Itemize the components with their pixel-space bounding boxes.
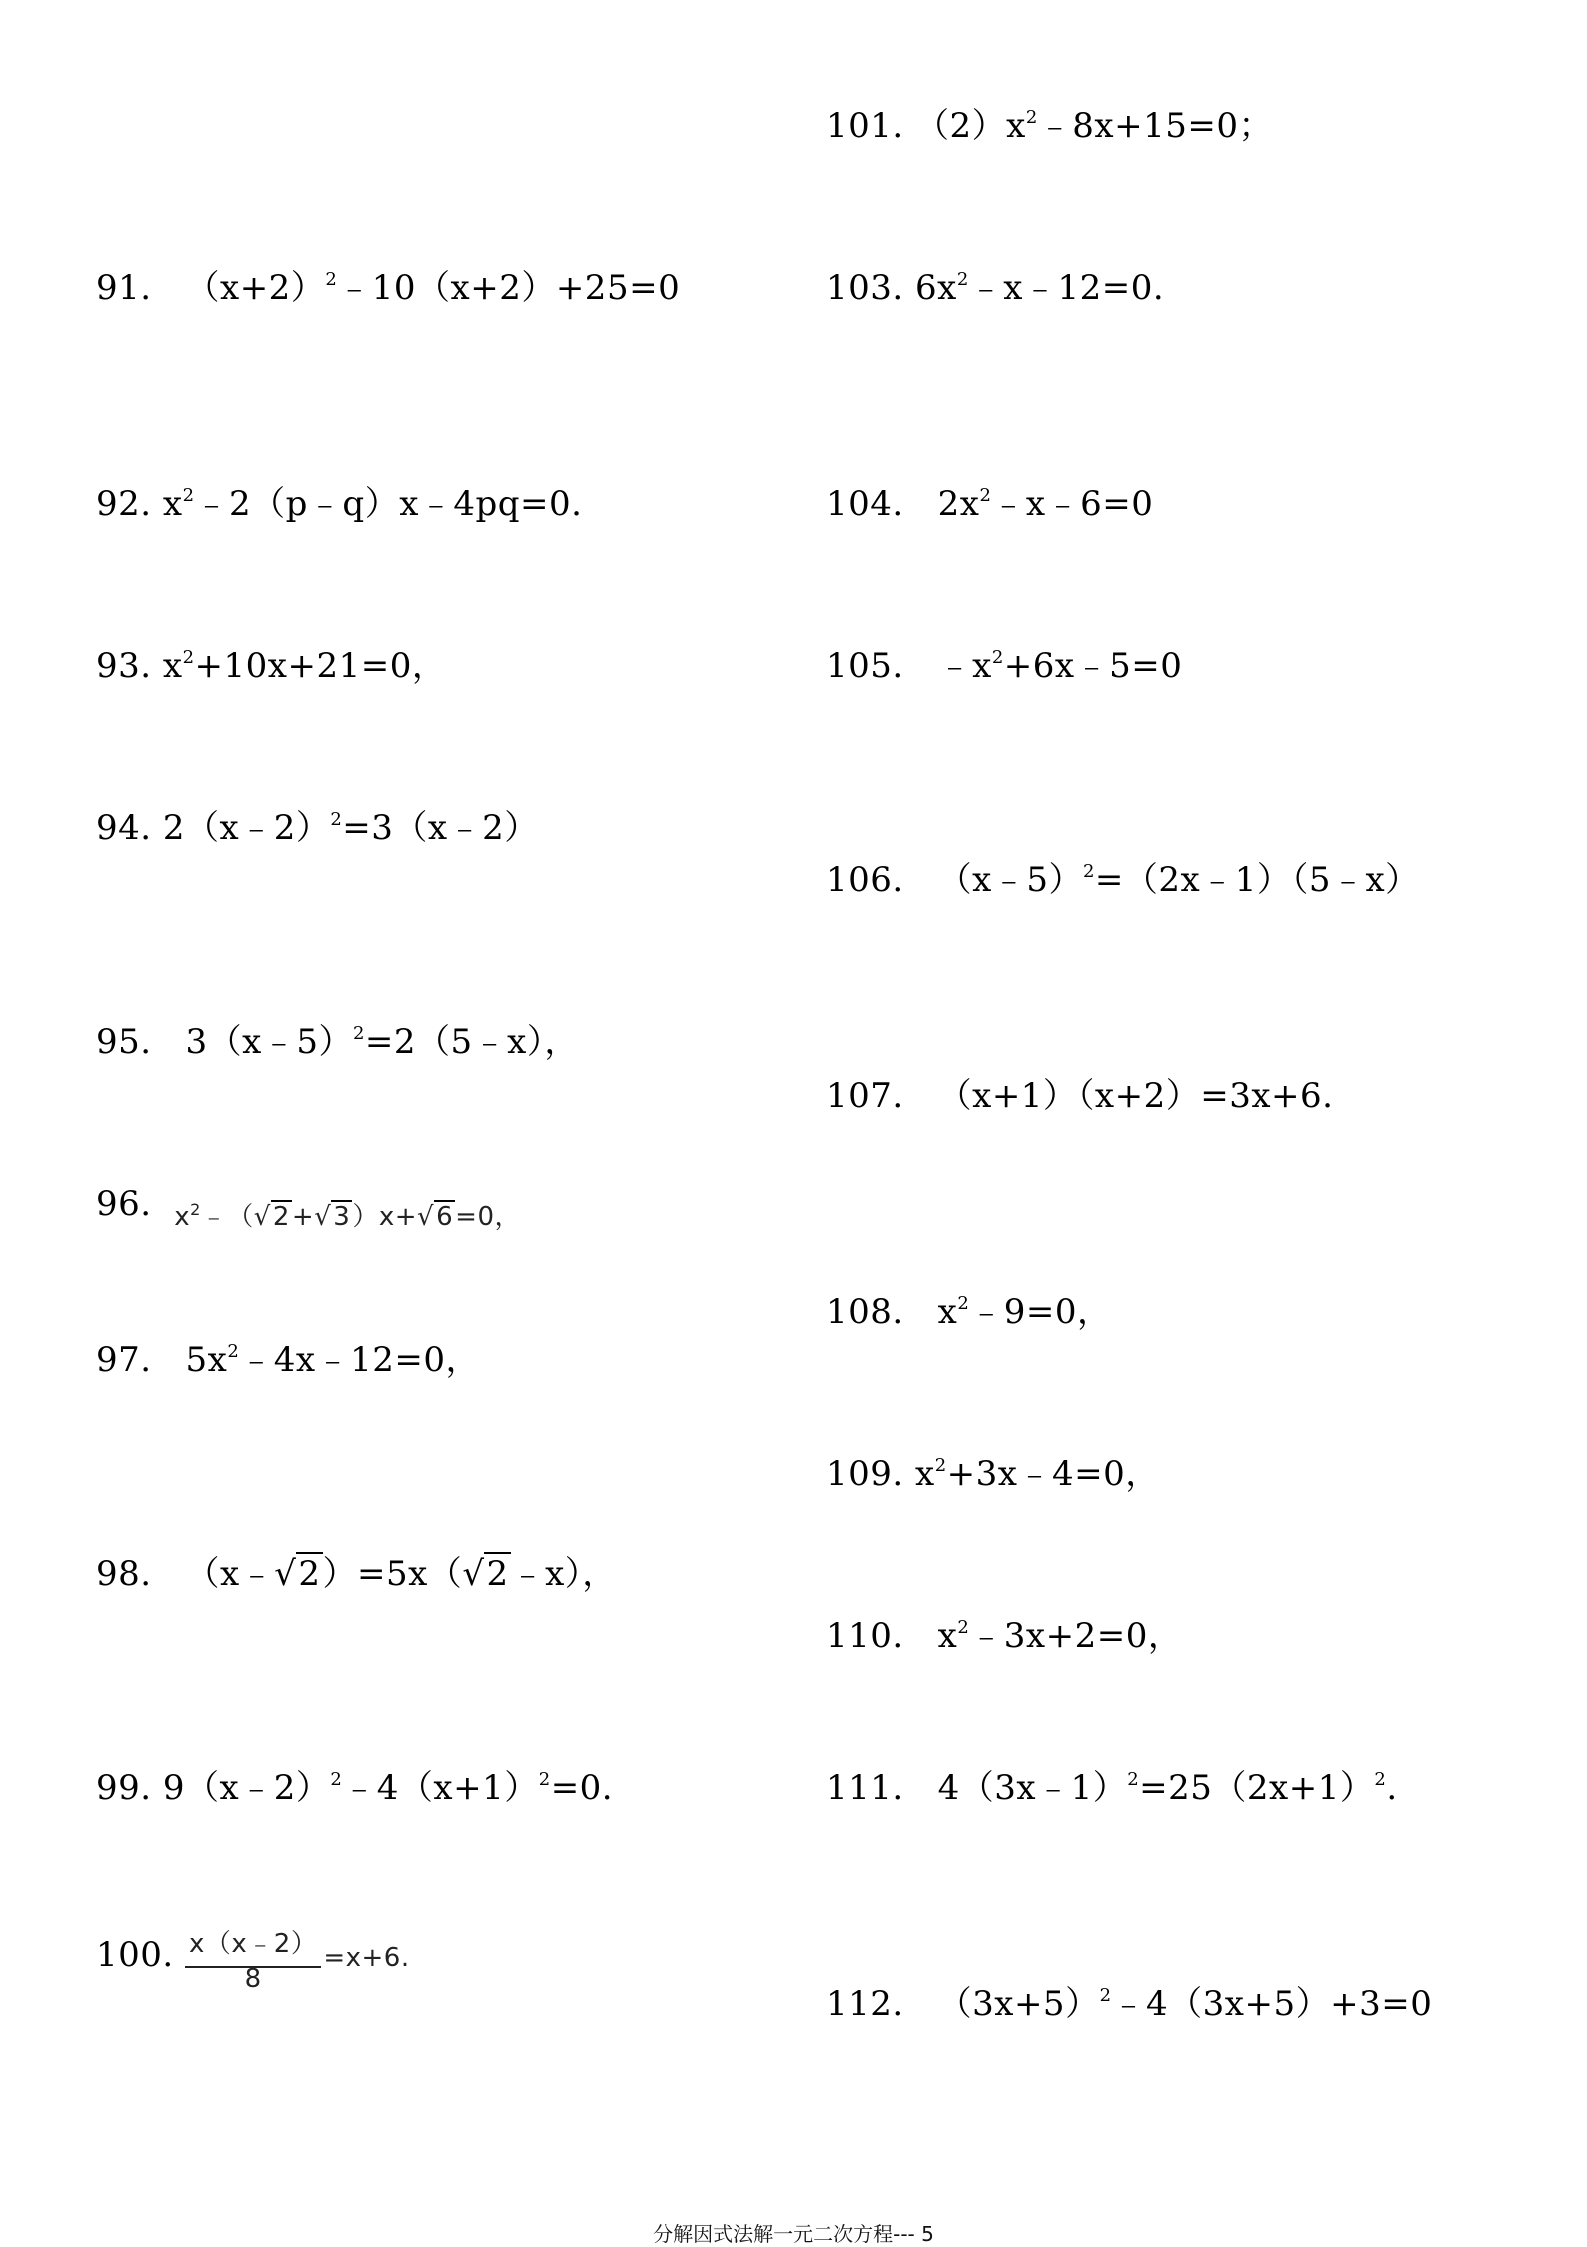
problem-number: 107. [826, 1076, 904, 1116]
equation-part: 4（3x﹣1） [937, 1768, 1128, 1808]
equation-part: ﹣（ [200, 1202, 254, 1232]
exponent: 2 [352, 1023, 365, 1044]
exponent: 2 [227, 1341, 240, 1362]
problem-106 [826, 860, 1420, 900]
denominator: 8 [244, 1964, 262, 1994]
problem-91 [96, 268, 680, 308]
equation-part: =0. [550, 1768, 614, 1808]
problem-105 [826, 646, 1182, 686]
equation-part: x [937, 1292, 958, 1332]
problem-96 [96, 1184, 521, 1232]
exponent: 2 [956, 269, 969, 290]
equation-part: =25（2x+1） [1139, 1768, 1375, 1808]
equation-part: +10x+21=0， [194, 646, 447, 686]
problem-number: 105. [826, 646, 904, 686]
equation-part: （2）x [915, 106, 1026, 146]
equation-part: =x+6. [323, 1942, 410, 1973]
equation-part: ﹣9=0， [969, 1292, 1112, 1332]
problem-number: 91. [96, 268, 152, 308]
problem-111 [826, 1768, 1398, 1808]
problem-108 [826, 1292, 1112, 1332]
radicand: 2 [486, 1554, 509, 1594]
problem-number: 98. [96, 1554, 152, 1594]
sqrt-symbol: √3 [314, 1202, 351, 1232]
equation-part: +6x﹣5=0 [1003, 646, 1183, 686]
equation-part: =3（x﹣2） [342, 808, 539, 848]
equation-part: ﹣3x+2=0， [969, 1616, 1183, 1656]
problem-112 [826, 1984, 1432, 2024]
problem-number: 110. [826, 1616, 904, 1656]
problem-number: 100. [96, 1934, 174, 1975]
problem-number: 106. [826, 860, 904, 900]
problem-97 [96, 1340, 480, 1380]
exponent: 2 [991, 647, 1004, 668]
numerator: x（x﹣2） [185, 1924, 321, 1968]
exponent: 2 [979, 485, 992, 506]
equation-part: +3x﹣4=0， [946, 1454, 1160, 1494]
equation-part: ﹣10（x+2）+25=0 [337, 268, 681, 308]
problem-number: 93. [96, 646, 152, 686]
equation-part: =0， [455, 1202, 521, 1232]
equation-part: （x+2） [185, 268, 326, 308]
exponent: 2 [330, 809, 343, 830]
equation-part: 9（x﹣2） [162, 1768, 331, 1808]
problem-number: 112. [826, 1984, 904, 2024]
exponent: 2 [957, 1293, 970, 1314]
sqrt-symbol: √2 [253, 1202, 290, 1232]
radicand: 3 [333, 1202, 351, 1232]
equation-image [185, 1929, 410, 1994]
equation-part: ﹣4x﹣12=0， [239, 1340, 480, 1380]
equation-part: 6x [915, 268, 957, 308]
equation-part: ﹣x﹣12=0. [968, 268, 1165, 308]
equation-image [174, 1202, 521, 1232]
problem-number: 96. [96, 1184, 152, 1224]
problem-104 [826, 484, 1153, 524]
equation-part: ）x+ [352, 1202, 418, 1232]
exponent: 2 [538, 1769, 551, 1790]
equation-part: 2x [937, 484, 980, 524]
sqrt-symbol: √6 [417, 1202, 454, 1232]
problem-number: 108. [826, 1292, 904, 1332]
equation-part: ﹣x）， [510, 1554, 617, 1594]
equation-part: ﹣4（3x+5）+3=0 [1111, 1984, 1433, 2024]
problem-number: 97. [96, 1340, 152, 1380]
problem-100 [96, 1929, 410, 1994]
exponent: 2 [190, 1200, 201, 1219]
equation-part: （x+1）（x+2）=3x+6. [937, 1076, 1334, 1116]
equation-part: （x﹣5） [937, 860, 1083, 900]
problem-94 [96, 808, 539, 848]
problem-number: 111. [826, 1768, 904, 1808]
problem-number: 94. [96, 808, 152, 848]
equation-part: =2（5﹣x）， [364, 1022, 579, 1062]
problem-number: 109. [826, 1454, 904, 1494]
exponent: 2 [1127, 1769, 1140, 1790]
sqrt-symbol: √2 [274, 1554, 321, 1594]
equation-part: ﹣x﹣6=0 [991, 484, 1154, 524]
problem-number: 101. [826, 106, 904, 146]
equation-part: x [937, 1616, 958, 1656]
radicand: 2 [298, 1554, 321, 1594]
equation-part: x [162, 646, 183, 686]
problem-109 [826, 1454, 1160, 1494]
fraction [185, 1924, 321, 1994]
exponent: 2 [182, 485, 195, 506]
equation-part: ）=5x（ [322, 1554, 463, 1594]
equation-part: ﹣8x+15=0； [1037, 106, 1273, 146]
problem-93 [96, 646, 446, 686]
equation-part: x [174, 1202, 191, 1232]
problem-103 [826, 268, 1164, 308]
problem-99 [96, 1768, 613, 1808]
equation-part: ﹣4（x+1） [342, 1768, 539, 1808]
exponent: 2 [1374, 1769, 1387, 1790]
exponent: 2 [1082, 861, 1095, 882]
equation-part: . [1386, 1768, 1398, 1808]
exponent: 2 [330, 1769, 343, 1790]
page-footer: 分解因式法解一元二次方程--- 5 [653, 2222, 934, 2246]
exponent: 2 [934, 1455, 947, 1476]
equation-part: 5x [185, 1340, 228, 1380]
equation-part: ﹣2（p﹣q）x﹣4pq=0. [194, 484, 583, 524]
exponent: 2 [1099, 1985, 1112, 2006]
problem-number: 103. [826, 268, 904, 308]
problem-110 [826, 1616, 1182, 1656]
equation-part: 3（x﹣5） [185, 1022, 353, 1062]
radicand: 2 [272, 1202, 290, 1232]
equation-part: =（2x﹣1）（5﹣x） [1094, 860, 1420, 900]
equation-part: + [291, 1202, 315, 1232]
problem-number: 92. [96, 484, 152, 524]
problem-98 [96, 1554, 617, 1594]
problem-number: 95. [96, 1022, 152, 1062]
exponent: 2 [957, 1617, 970, 1638]
equation-part: ﹣x [937, 646, 992, 686]
equation-part: （3x+5） [937, 1984, 1100, 2024]
equation-part: x [162, 484, 183, 524]
equation-part: （x﹣ [185, 1554, 275, 1594]
problem-92 [96, 484, 582, 524]
problem-number: 104. [826, 484, 904, 524]
problem-95 [96, 1022, 579, 1062]
problem-101 [826, 106, 1273, 146]
exponent: 2 [182, 647, 195, 668]
exponent: 2 [325, 269, 338, 290]
exponent: 2 [1025, 107, 1038, 128]
problem-number: 99. [96, 1768, 152, 1808]
equation-part: x [915, 1454, 935, 1494]
radicand: 6 [436, 1202, 454, 1232]
equation-part: 2（x﹣2） [162, 808, 331, 848]
sqrt-symbol: √2 [462, 1554, 509, 1594]
problem-107 [826, 1076, 1333, 1116]
